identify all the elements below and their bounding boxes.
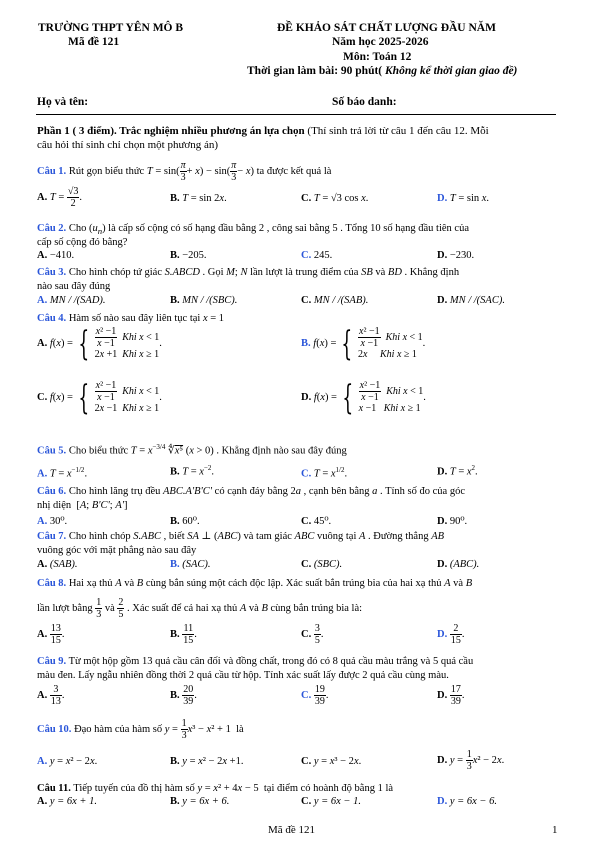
q7-option-c[interactable]: C. (SBC).: [301, 559, 343, 570]
q1-option-c[interactable]: C. T = √3 cos x.: [301, 193, 369, 204]
q7-option-d[interactable]: D. (ABC).: [437, 559, 480, 570]
q1-option-a[interactable]: A. T = $\frac{√3}{2}$ .: [37, 186, 82, 209]
q4-option-d[interactable]: D. f(x) = { $\frac{\text{x² −1}}{x -1}$ Khi x < 1 x −1 Khi x ≥ 1.: [301, 377, 426, 418]
exam-title: ĐỀ KHẢO SÁT CHẤT LƯỢNG ĐẦU NĂM: [277, 22, 496, 34]
q11-option-c[interactable]: C. y = 6x − 1.: [301, 796, 361, 807]
q8-option-c[interactable]: C. $\frac{3}{5}$ .: [301, 623, 324, 646]
question-2: Câu 2. Cho $(u_n)$ là cấp số cộng có số hạng đầu bằng 2 , công sai bằng 5 . Tổng 10 số hạng đầu tiên của: [37, 223, 469, 237]
q9-option-b[interactable]: B. $\frac{20}{39}$ .: [170, 684, 197, 707]
exam-code: Mã đề 121: [68, 36, 120, 48]
q5-option-b[interactable]: B. $T = x^{-2}$.: [170, 464, 215, 478]
question-8-line2: lần lượt bằng $\frac{1}{3}$ và $\frac{2}{5}$ . Xác suất để cả hai xạ thủ A và B cùng bắn trúng bia là:: [37, 597, 363, 620]
question-5: Câu 5. Cho biểu thức $T = x^{-3/4}$ ∜x⁵ (x > 0) . Khẳng định nào sau đây đúng: [37, 443, 347, 457]
q7-option-a[interactable]: A. (SAB).: [37, 559, 78, 570]
q7-option-b[interactable]: B. (SAC).: [170, 559, 211, 570]
question-8: Câu 8. Hai xạ thủ A và B cùng bắn súng một cách độc lập. Xác suất bắn trúng bia của hai xạ thủ A và B: [37, 578, 473, 589]
q2-option-b[interactable]: B. −205.: [170, 250, 207, 261]
q9-option-a[interactable]: A. $\frac{3}{13}$ .: [37, 684, 65, 707]
q8-option-b[interactable]: B. $\frac{11}{15}$ .: [170, 623, 197, 646]
q10-option-c[interactable]: C. y = x³ − 2x.: [301, 756, 362, 767]
q6-option-b[interactable]: B. 60⁰.: [170, 516, 200, 527]
part1-heading: Phần 1 ( 3 điểm). Trắc nghiệm nhiều phương án lựa chọn (Thí sinh trả lời từ câu 1 đến câu 12. Mỗi: [37, 125, 489, 137]
footer-code: Mã đề 121: [268, 824, 316, 836]
page-number: 1: [552, 824, 558, 836]
q4-option-a[interactable]: A. f(x) = { $\frac{\text{x² −1}}{x -1}$ Khi x < 1 2x +1 Khi x ≥ 1.: [37, 323, 162, 364]
q8-option-d[interactable]: D. $\frac{2}{15}$ .: [437, 623, 465, 646]
question-4: Câu 4. Hàm số nào sau đây liên tục tại x = 1: [37, 313, 225, 324]
question-11: Câu 11. Tiếp tuyến của đồ thị hàm số y = x² + 4x − 5 tại điểm có hoành độ bằng 1 là: [37, 783, 394, 794]
q2-option-d[interactable]: D. −230.: [437, 250, 475, 261]
q11-option-a[interactable]: A. y = 6x + 1.: [37, 796, 97, 807]
question-3-line2: nào sau đây đúng: [37, 281, 111, 292]
name-label: Họ và tên:: [37, 96, 89, 108]
q6-option-a[interactable]: A. 30⁰.: [37, 516, 68, 527]
question-2-line2: cấp số cộng đó bằng?: [37, 237, 128, 248]
part1-desc: câu hỏi thí sinh chỉ chọn một phương án): [37, 139, 219, 151]
q6-option-d[interactable]: D. 90⁰.: [437, 516, 468, 527]
q1-option-b[interactable]: B. T = sin 2x.: [170, 193, 227, 204]
school-name: TRƯỜNG THPT YÊN MÔ B: [38, 22, 184, 34]
q10-option-a[interactable]: A. y = x² − 2x.: [37, 756, 98, 767]
school-year: Năm học 2025-2026: [332, 36, 429, 48]
divider: [36, 114, 556, 115]
question-6: Câu 6. Cho hình lăng trụ đều ABC.A'B'C' có cạnh đáy bằng 2a , cạnh bên bằng a . Tính số đo của góc: [37, 486, 465, 497]
q9-option-d[interactable]: D. $\frac{17}{39}$ .: [437, 684, 465, 707]
q3-option-b[interactable]: B. MN / /(SBC).: [170, 295, 238, 306]
q4-option-c[interactable]: C. f(x) = { $\frac{\text{x² −1}}{x -1}$ Khi x < 1 2x −1 Khi x ≥ 1.: [37, 377, 162, 418]
q4-option-b[interactable]: B. f(x) = { $\frac{\text{x² −1}}{x -1}$ Khi x < 1 2x Khi x ≥ 1.: [301, 323, 426, 364]
q10-option-b[interactable]: B. y = x² − 2x +1.: [170, 756, 244, 767]
question-7: Câu 7. Cho hình chóp S.ABC , biết SA ⊥ (ABC) và tam giác ABC vuông tại A . Đường thẳng AB: [37, 531, 445, 542]
question-6-line2: nhị diện [A; B'C'; A']: [37, 500, 128, 511]
question-1: Câu 1. Rút gọn biểu thức T = sin( $\frac{\pi}{3}$ + x) − sin( $\frac{\pi}{3}$ − x) ta được kết quả là: [37, 160, 332, 183]
question-7-line2: vuông góc với mặt phẳng nào sau đây: [37, 545, 197, 556]
q1-option-d[interactable]: D. T = sin x.: [437, 193, 490, 204]
q5-option-c[interactable]: C. $T = x^{1/2}$.: [301, 466, 348, 480]
q3-option-c[interactable]: C. MN / /(SAB).: [301, 295, 369, 306]
id-label: Số báo danh:: [332, 96, 397, 108]
subject: Môn: Toán 12: [343, 51, 412, 63]
question-9: Câu 9. Từ một hộp gồm 13 quả cầu cân đối và đồng chất, trong đó có 8 quả cầu màu trắng và 5 quả cầu: [37, 656, 474, 667]
question-10: Câu 10. Đạo hàm của hàm số y = $\frac{1}{3}$ x³ − x² + 1 là: [37, 718, 244, 741]
q5-option-d[interactable]: D. $T = x^2$.: [437, 464, 478, 478]
q11-option-d[interactable]: D. y = 6x − 6.: [437, 796, 497, 807]
q5-option-a[interactable]: A. $T = x^{-1/2}$.: [37, 466, 88, 480]
q3-option-a[interactable]: A. MN / /(SAD).: [37, 295, 106, 306]
q3-option-d[interactable]: D. MN / /(SAC).: [437, 295, 505, 306]
q10-option-d[interactable]: D. y = $\frac{1}{3}$ x² − 2x.: [437, 749, 505, 772]
question-9-line2: màu đen. Lấy ngẫu nhiên đồng thời 2 quả cầu từ hộp. Tính xác suất lấy được 2 quả cầu cùng màu.: [37, 670, 449, 681]
q11-option-b[interactable]: B. y = 6x + 6.: [170, 796, 230, 807]
q2-option-a[interactable]: A. −410.: [37, 250, 75, 261]
q6-option-c[interactable]: C. 45⁰.: [301, 516, 332, 527]
q9-option-c[interactable]: C. $\frac{19}{39}$ .: [301, 684, 329, 707]
question-3: Câu 3. Cho hình chóp tứ giác S.ABCD . Gọi M; N lần lượt là trung điểm của SB và BD . Khẳng định: [37, 267, 460, 278]
q2-option-c[interactable]: C. 245.: [301, 250, 333, 261]
q8-option-a[interactable]: A. $\frac{13}{15}$ .: [37, 623, 65, 646]
time-limit: Thời gian làm bài: 90 phút( Không kể thời gian giao đề): [247, 65, 518, 77]
